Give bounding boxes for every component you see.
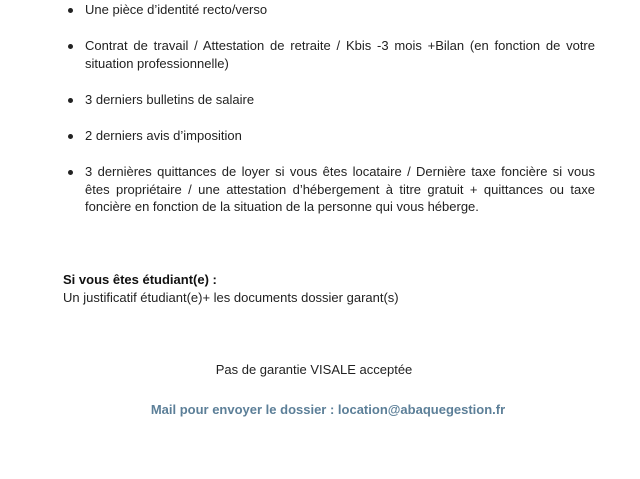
list-item-text: Contrat de travail / Attestation de retraite / Kbis -3 mois +Bilan (en fonction de votre situation professionnelle) bbox=[85, 38, 595, 71]
list-item-text: Une pièce d’identité recto/verso bbox=[85, 2, 268, 17]
list-item-text: 2 derniers avis d’imposition bbox=[85, 128, 242, 143]
student-heading: Si vous êtes étudiant(e) : bbox=[63, 272, 217, 287]
bullet-icon bbox=[68, 44, 73, 49]
visale-note: Pas de garantie VISALE acceptée bbox=[215, 362, 413, 377]
bullet-icon bbox=[68, 170, 73, 175]
list-item bbox=[68, 91, 595, 109]
list-item-text: 3 derniers bulletins de salaire bbox=[85, 92, 255, 107]
list-item-text: 3 dernières quittances de loyer si vous êtes locataire / Dernière taxe foncière si vous êtes propriétaire / une attestation d’hébergement à titre gratuit + quittances ou taxe foncière en fonction de la situation de la personne qui vous héberge. bbox=[85, 164, 595, 214]
list-item bbox=[68, 163, 595, 216]
mail-instruction: Mail pour envoyer le dossier : location@abaquegestion.fr bbox=[150, 402, 506, 417]
bullet-icon bbox=[68, 134, 73, 139]
list-item bbox=[68, 37, 595, 72]
bullet-icon bbox=[68, 98, 73, 103]
bullet-icon bbox=[68, 8, 73, 13]
list-item bbox=[68, 127, 595, 145]
student-requirements: Un justificatif étudiant(e)+ les documents dossier garant(s) bbox=[63, 290, 399, 305]
list-item bbox=[68, 1, 595, 19]
